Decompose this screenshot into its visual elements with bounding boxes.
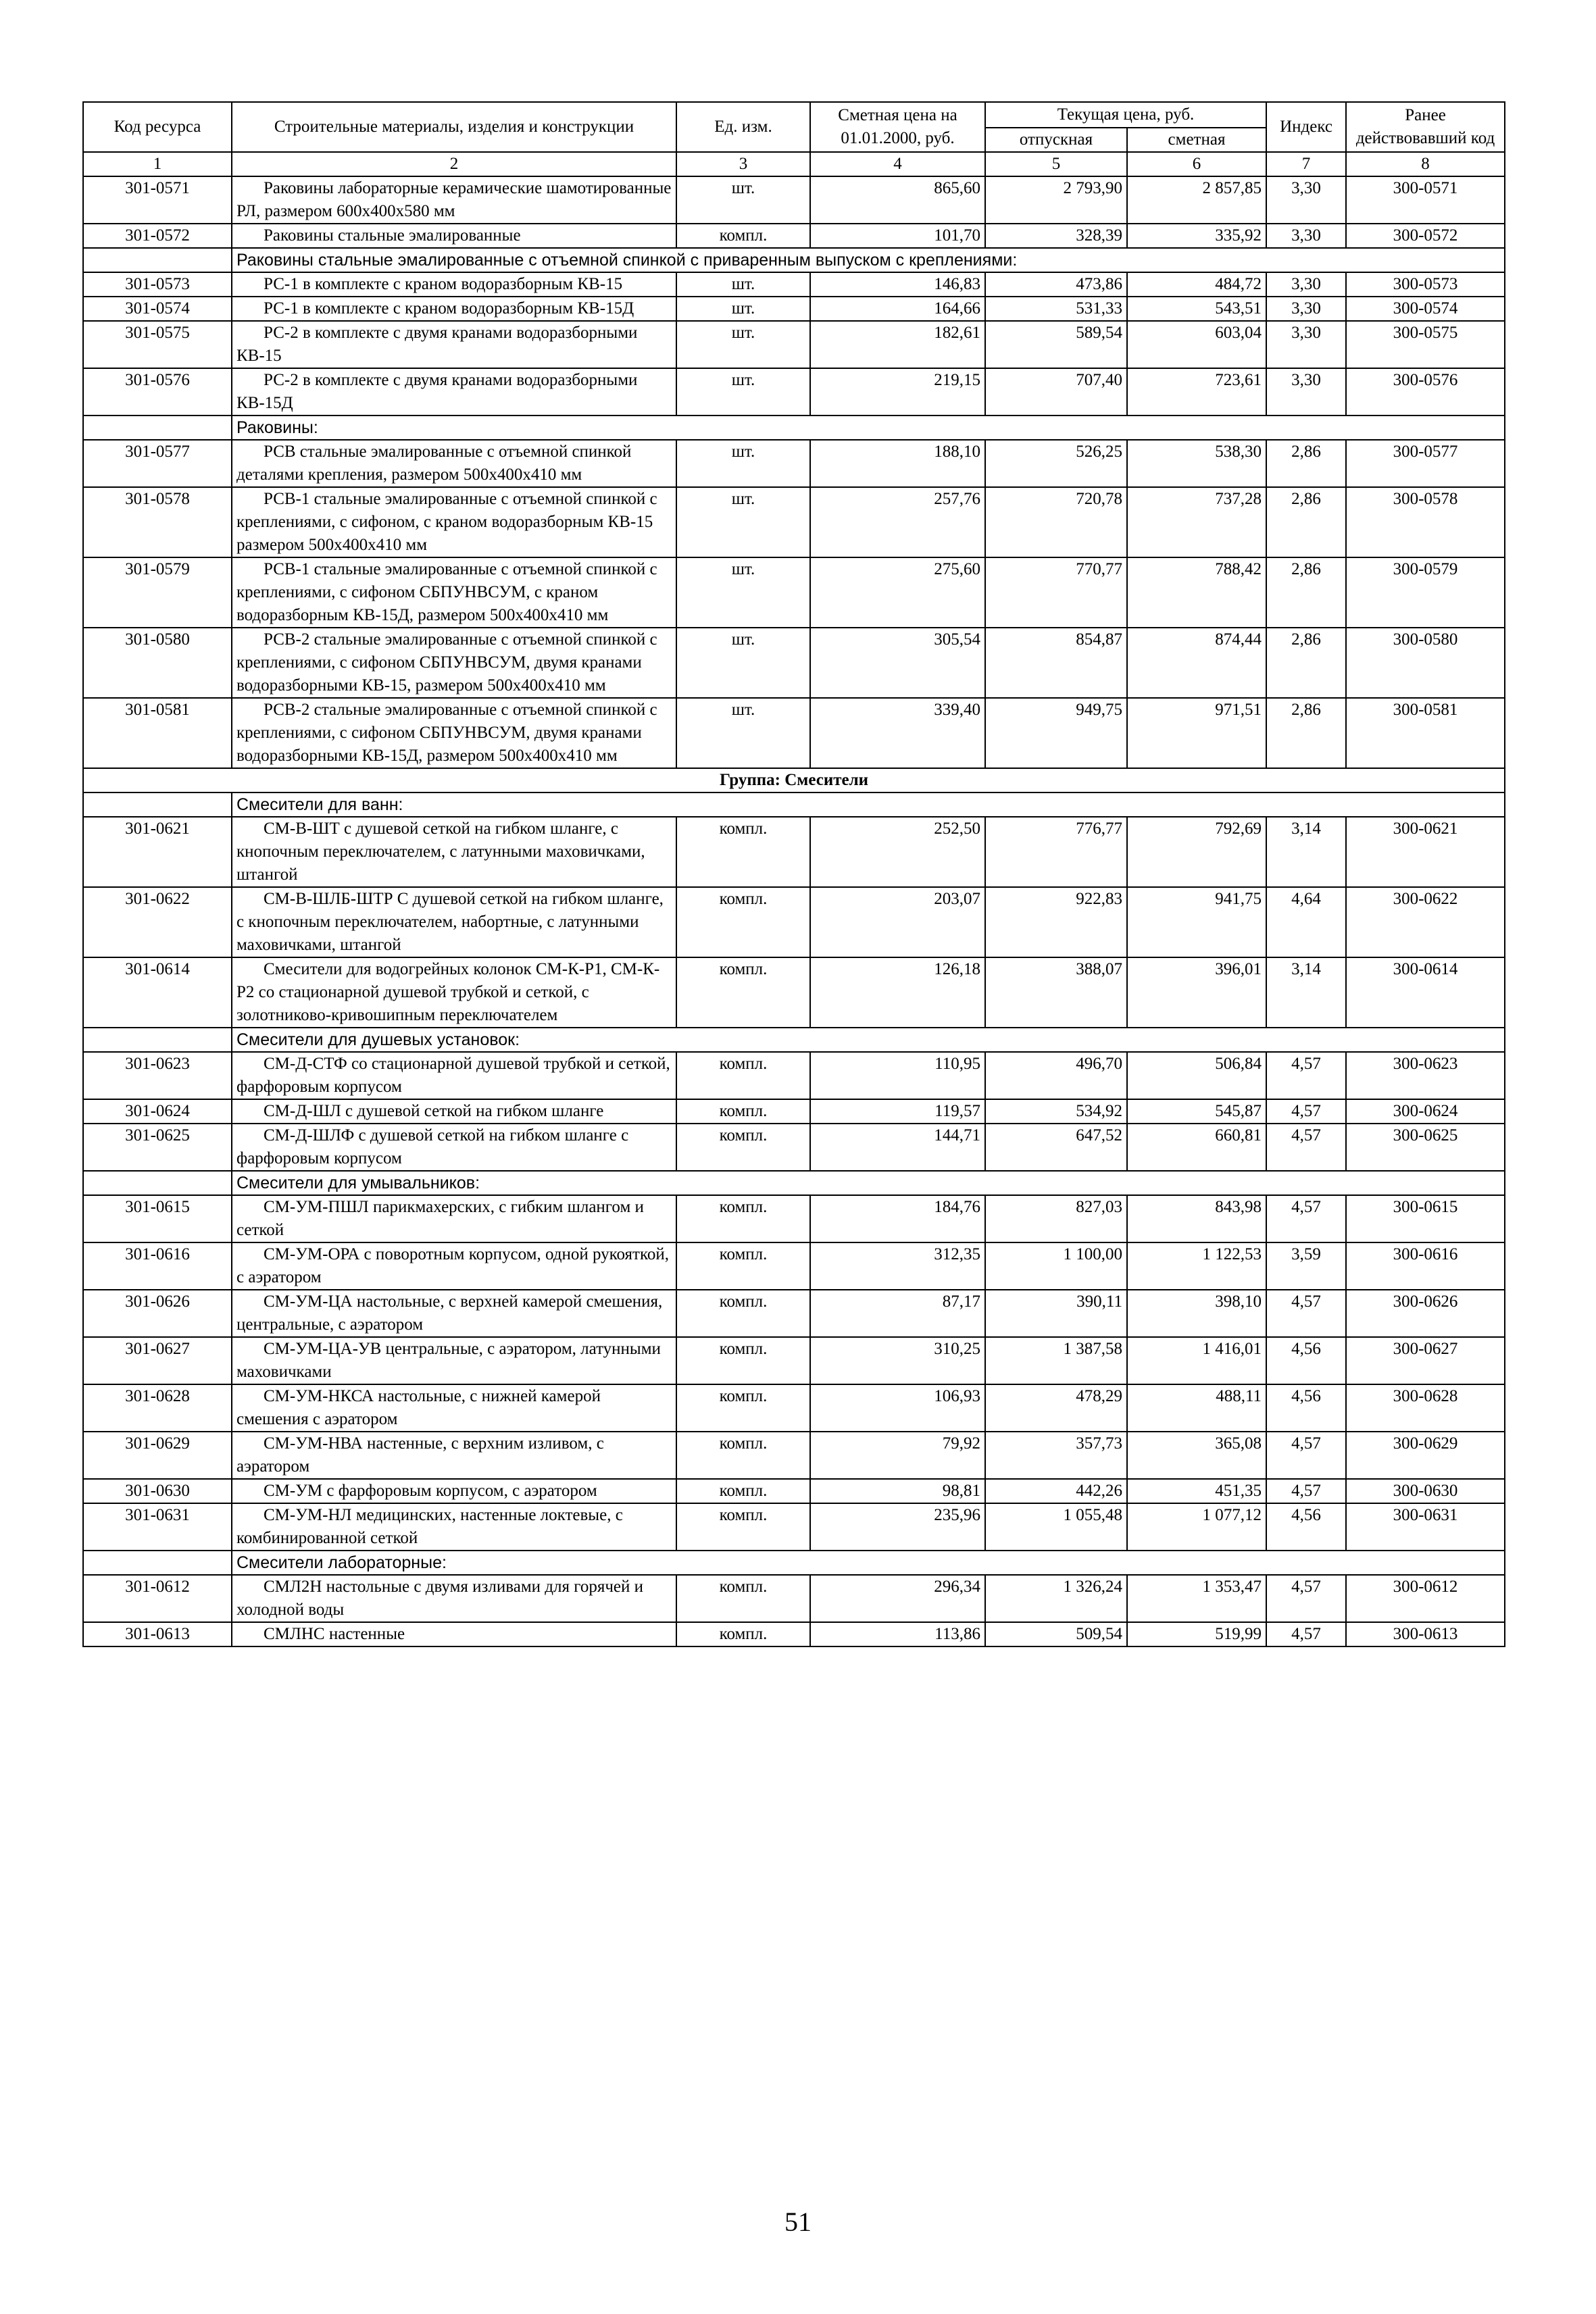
release-price: 647,52 bbox=[985, 1124, 1127, 1171]
table-row bbox=[83, 1503, 1505, 1551]
group-heading: Группа: Смесители bbox=[83, 768, 1505, 793]
section-row bbox=[83, 1028, 1505, 1052]
former-code: 300-0614 bbox=[1346, 957, 1505, 1028]
estimate-price-2000: 98,81 bbox=[810, 1479, 985, 1503]
resource-code: 301-0575 bbox=[83, 321, 232, 368]
section-row bbox=[83, 1171, 1505, 1195]
price-index: 3,14 bbox=[1266, 957, 1346, 1028]
release-price: 2 793,90 bbox=[985, 176, 1127, 224]
section-heading: Раковины: bbox=[232, 416, 1505, 440]
unit-of-measure: компл. bbox=[676, 224, 810, 248]
estimate-price-2000: 146,83 bbox=[810, 272, 985, 297]
header-unit: Ед. изм. bbox=[676, 102, 810, 152]
estimated-price: 792,69 bbox=[1127, 817, 1266, 887]
unit-of-measure: компл. bbox=[676, 1432, 810, 1479]
release-price: 707,40 bbox=[985, 368, 1127, 416]
column-number: 8 bbox=[1346, 152, 1505, 176]
resource-code: 301-0615 bbox=[83, 1195, 232, 1242]
estimate-price-2000: 296,34 bbox=[810, 1575, 985, 1622]
resource-code: 301-0574 bbox=[83, 297, 232, 321]
price-index: 3,14 bbox=[1266, 817, 1346, 887]
price-index: 4,57 bbox=[1266, 1099, 1346, 1124]
resource-code: 301-0616 bbox=[83, 1242, 232, 1290]
table-row bbox=[83, 487, 1505, 557]
material-name: СМ-Д-ШЛ с душевой сеткой на гибком шланге bbox=[232, 1099, 676, 1124]
former-code: 300-0575 bbox=[1346, 321, 1505, 368]
table-body bbox=[83, 176, 1505, 1646]
table-row bbox=[83, 1290, 1505, 1337]
release-price: 328,39 bbox=[985, 224, 1127, 248]
table-row bbox=[83, 817, 1505, 887]
material-name: СМ-УМ-ЦА-УВ центральные, с аэратором, латунными маховичками bbox=[232, 1337, 676, 1384]
unit-of-measure: компл. bbox=[676, 1052, 810, 1099]
former-code: 300-0630 bbox=[1346, 1479, 1505, 1503]
former-code: 300-0579 bbox=[1346, 557, 1505, 628]
resource-code: 301-0629 bbox=[83, 1432, 232, 1479]
table-row bbox=[83, 557, 1505, 628]
material-name: СМ-В-ШЛБ-ШТР С душевой сеткой на гибком шланге, с кнопочным переключателем, набортные, с латунными маховичками, штангой bbox=[232, 887, 676, 957]
resource-code: 301-0578 bbox=[83, 487, 232, 557]
table-row bbox=[83, 1479, 1505, 1503]
material-name: РС-2 в комплекте с двумя кранами водоразборными КВ-15Д bbox=[232, 368, 676, 416]
column-number: 3 bbox=[676, 152, 810, 176]
price-index: 4,56 bbox=[1266, 1503, 1346, 1551]
estimated-price: 538,30 bbox=[1127, 440, 1266, 487]
estimate-price-2000: 252,50 bbox=[810, 817, 985, 887]
price-index: 4,57 bbox=[1266, 1575, 1346, 1622]
estimated-price: 941,75 bbox=[1127, 887, 1266, 957]
section-heading: Смесители лабораторные: bbox=[232, 1551, 1505, 1575]
release-price: 949,75 bbox=[985, 698, 1127, 768]
section-spacer bbox=[83, 1551, 232, 1575]
material-name: СМЛ2Н настольные с двумя изливами для горячей и холодной воды bbox=[232, 1575, 676, 1622]
price-index: 4,57 bbox=[1266, 1124, 1346, 1171]
estimate-price-2000: 119,57 bbox=[810, 1099, 985, 1124]
material-name: РСВ-1 стальные эмалированные с отъемной спинкой с креплениями, с сифоном, с краном водоразборным КВ-15 размером 500х400х410 мм bbox=[232, 487, 676, 557]
table-row bbox=[83, 887, 1505, 957]
unit-of-measure: компл. bbox=[676, 887, 810, 957]
estimate-price-2000: 310,25 bbox=[810, 1337, 985, 1384]
table-row bbox=[83, 368, 1505, 416]
former-code: 300-0623 bbox=[1346, 1052, 1505, 1099]
section-heading: Смесители для душевых установок: bbox=[232, 1028, 1505, 1052]
estimated-price: 398,10 bbox=[1127, 1290, 1266, 1337]
table-row bbox=[83, 321, 1505, 368]
section-row bbox=[83, 793, 1505, 817]
resource-code: 301-0576 bbox=[83, 368, 232, 416]
unit-of-measure: шт. bbox=[676, 368, 810, 416]
table-row bbox=[83, 698, 1505, 768]
price-index: 3,30 bbox=[1266, 368, 1346, 416]
estimate-price-2000: 235,96 bbox=[810, 1503, 985, 1551]
unit-of-measure: компл. bbox=[676, 1479, 810, 1503]
estimated-price: 506,84 bbox=[1127, 1052, 1266, 1099]
unit-of-measure: компл. bbox=[676, 1575, 810, 1622]
former-code: 300-0577 bbox=[1346, 440, 1505, 487]
former-code: 300-0581 bbox=[1346, 698, 1505, 768]
unit-of-measure: компл. bbox=[676, 957, 810, 1028]
resource-code: 301-0580 bbox=[83, 628, 232, 698]
estimate-price-2000: 144,71 bbox=[810, 1124, 985, 1171]
release-price: 509,54 bbox=[985, 1622, 1127, 1646]
header-release-price: отпускная bbox=[985, 128, 1127, 152]
former-code: 300-0571 bbox=[1346, 176, 1505, 224]
material-name: СМ-УМ-ПШЛ парикмахерских, с гибким шлангом и сеткой bbox=[232, 1195, 676, 1242]
estimated-price: 2 857,85 bbox=[1127, 176, 1266, 224]
estimate-price-2000: 865,60 bbox=[810, 176, 985, 224]
former-code: 300-0574 bbox=[1346, 297, 1505, 321]
material-name: РС-1 в комплекте с краном водоразборным КВ-15 bbox=[232, 272, 676, 297]
release-price: 388,07 bbox=[985, 957, 1127, 1028]
estimate-price-2000: 113,86 bbox=[810, 1622, 985, 1646]
material-name: СМ-УМ-НВА настенные, с верхним изливом, с аэратором bbox=[232, 1432, 676, 1479]
former-code: 300-0621 bbox=[1346, 817, 1505, 887]
estimated-price: 843,98 bbox=[1127, 1195, 1266, 1242]
header-former-code: Ранее действовавший код bbox=[1346, 102, 1505, 152]
price-index: 4,57 bbox=[1266, 1290, 1346, 1337]
former-code: 300-0615 bbox=[1346, 1195, 1505, 1242]
header-estimate-price: Сметная цена на 01.01.2000, руб. bbox=[810, 102, 985, 152]
price-index: 4,57 bbox=[1266, 1479, 1346, 1503]
price-index: 4,57 bbox=[1266, 1432, 1346, 1479]
estimated-price: 335,92 bbox=[1127, 224, 1266, 248]
material-name: СМ-УМ с фарфоровым корпусом, с аэратором bbox=[232, 1479, 676, 1503]
estimate-price-2000: 79,92 bbox=[810, 1432, 985, 1479]
resource-code: 301-0579 bbox=[83, 557, 232, 628]
release-price: 854,87 bbox=[985, 628, 1127, 698]
price-index: 2,86 bbox=[1266, 557, 1346, 628]
section-spacer bbox=[83, 793, 232, 817]
estimate-price-2000: 106,93 bbox=[810, 1384, 985, 1432]
price-index: 4,57 bbox=[1266, 1052, 1346, 1099]
table-row bbox=[83, 1242, 1505, 1290]
unit-of-measure: компл. bbox=[676, 1099, 810, 1124]
former-code: 300-0572 bbox=[1346, 224, 1505, 248]
table-row bbox=[83, 1052, 1505, 1099]
resource-code: 301-0628 bbox=[83, 1384, 232, 1432]
former-code: 300-0626 bbox=[1346, 1290, 1505, 1337]
estimate-price-2000: 182,61 bbox=[810, 321, 985, 368]
table-row bbox=[83, 1099, 1505, 1124]
estimated-price: 365,08 bbox=[1127, 1432, 1266, 1479]
unit-of-measure: компл. bbox=[676, 817, 810, 887]
price-index: 2,86 bbox=[1266, 487, 1346, 557]
unit-of-measure: компл. bbox=[676, 1503, 810, 1551]
former-code: 300-0628 bbox=[1346, 1384, 1505, 1432]
price-index: 3,30 bbox=[1266, 297, 1346, 321]
resource-code: 301-0581 bbox=[83, 698, 232, 768]
estimate-price-2000: 339,40 bbox=[810, 698, 985, 768]
material-name: СМ-УМ-НЛ медицинских, настенные локтевые, с комбинированной сеткой bbox=[232, 1503, 676, 1551]
material-name: РС-2 в комплекте с двумя кранами водоразборными КВ-15 bbox=[232, 321, 676, 368]
estimate-price-2000: 257,76 bbox=[810, 487, 985, 557]
release-price: 478,29 bbox=[985, 1384, 1127, 1432]
unit-of-measure: шт. bbox=[676, 297, 810, 321]
estimated-price: 488,11 bbox=[1127, 1384, 1266, 1432]
release-price: 526,25 bbox=[985, 440, 1127, 487]
release-price: 776,77 bbox=[985, 817, 1127, 887]
resource-code: 301-0621 bbox=[83, 817, 232, 887]
estimated-price: 971,51 bbox=[1127, 698, 1266, 768]
release-price: 720,78 bbox=[985, 487, 1127, 557]
resource-code: 301-0624 bbox=[83, 1099, 232, 1124]
header-estimated-price: сметная bbox=[1127, 128, 1266, 152]
unit-of-measure: шт. bbox=[676, 272, 810, 297]
unit-of-measure: компл. bbox=[676, 1622, 810, 1646]
header-index: Индекс bbox=[1266, 102, 1346, 152]
estimate-price-2000: 164,66 bbox=[810, 297, 985, 321]
release-price: 1 326,24 bbox=[985, 1575, 1127, 1622]
table-row bbox=[83, 176, 1505, 224]
price-index: 4,56 bbox=[1266, 1384, 1346, 1432]
estimated-price: 519,99 bbox=[1127, 1622, 1266, 1646]
price-table bbox=[82, 101, 1505, 1647]
resource-code: 301-0627 bbox=[83, 1337, 232, 1384]
estimate-price-2000: 188,10 bbox=[810, 440, 985, 487]
estimated-price: 1 122,53 bbox=[1127, 1242, 1266, 1290]
resource-code: 301-0573 bbox=[83, 272, 232, 297]
estimated-price: 484,72 bbox=[1127, 272, 1266, 297]
table-row bbox=[83, 272, 1505, 297]
price-index: 3,30 bbox=[1266, 321, 1346, 368]
table-row bbox=[83, 957, 1505, 1028]
header-code: Код ресурса bbox=[83, 102, 232, 152]
material-name: РС-1 в комплекте с краном водоразборным КВ-15Д bbox=[232, 297, 676, 321]
release-price: 770,77 bbox=[985, 557, 1127, 628]
table-row bbox=[83, 1195, 1505, 1242]
release-price: 922,83 bbox=[985, 887, 1127, 957]
former-code: 300-0616 bbox=[1346, 1242, 1505, 1290]
release-price: 534,92 bbox=[985, 1099, 1127, 1124]
table-row bbox=[83, 1575, 1505, 1622]
section-spacer bbox=[83, 416, 232, 440]
table-row bbox=[83, 224, 1505, 248]
former-code: 300-0578 bbox=[1346, 487, 1505, 557]
column-number: 4 bbox=[810, 152, 985, 176]
estimated-price: 788,42 bbox=[1127, 557, 1266, 628]
table-row bbox=[83, 297, 1505, 321]
former-code: 300-0573 bbox=[1346, 272, 1505, 297]
price-index: 3,59 bbox=[1266, 1242, 1346, 1290]
material-name: СМ-УМ-НКСА настольные, с нижней камерой смешения с аэратором bbox=[232, 1384, 676, 1432]
estimated-price: 1 353,47 bbox=[1127, 1575, 1266, 1622]
estimate-price-2000: 126,18 bbox=[810, 957, 985, 1028]
former-code: 300-0576 bbox=[1346, 368, 1505, 416]
release-price: 1 055,48 bbox=[985, 1503, 1127, 1551]
section-row bbox=[83, 248, 1505, 272]
price-index: 3,30 bbox=[1266, 224, 1346, 248]
header-material: Строительные материалы, изделия и конструкции bbox=[232, 102, 676, 152]
material-name: СМЛНС настенные bbox=[232, 1622, 676, 1646]
release-price: 473,86 bbox=[985, 272, 1127, 297]
estimated-price: 545,87 bbox=[1127, 1099, 1266, 1124]
material-name: Раковины стальные эмалированные bbox=[232, 224, 676, 248]
release-price: 531,33 bbox=[985, 297, 1127, 321]
price-index: 4,64 bbox=[1266, 887, 1346, 957]
release-price: 496,70 bbox=[985, 1052, 1127, 1099]
former-code: 300-0627 bbox=[1346, 1337, 1505, 1384]
price-index: 4,56 bbox=[1266, 1337, 1346, 1384]
resource-code: 301-0577 bbox=[83, 440, 232, 487]
section-spacer bbox=[83, 1171, 232, 1195]
material-name: Раковины лабораторные керамические шамотированные РЛ, размером 600х400х580 мм bbox=[232, 176, 676, 224]
release-price: 1 100,00 bbox=[985, 1242, 1127, 1290]
table-row bbox=[83, 1432, 1505, 1479]
unit-of-measure: компл. bbox=[676, 1337, 810, 1384]
unit-of-measure: шт. bbox=[676, 176, 810, 224]
estimated-price: 396,01 bbox=[1127, 957, 1266, 1028]
section-heading: Раковины стальные эмалированные с отъемной спинкой с приваренным выпуском с креплениями: bbox=[232, 248, 1505, 272]
release-price: 357,73 bbox=[985, 1432, 1127, 1479]
former-code: 300-0631 bbox=[1346, 1503, 1505, 1551]
resource-code: 301-0626 bbox=[83, 1290, 232, 1337]
material-name: СМ-УМ-ОРА с поворотным корпусом, одной рукояткой, с аэратором bbox=[232, 1242, 676, 1290]
material-name: СМ-Д-ШЛФ с душевой сеткой на гибком шланге с фарфоровым корпусом bbox=[232, 1124, 676, 1171]
table-row bbox=[83, 1337, 1505, 1384]
unit-of-measure: шт. bbox=[676, 321, 810, 368]
release-price: 442,26 bbox=[985, 1479, 1127, 1503]
estimate-price-2000: 101,70 bbox=[810, 224, 985, 248]
material-name: Смесители для водогрейных колонок СМ-К-Р1, СМ-К-Р2 со стационарной душевой трубкой и сеткой, с золотниково-кривошипным переключателем bbox=[232, 957, 676, 1028]
column-number: 1 bbox=[83, 152, 232, 176]
estimated-price: 723,61 bbox=[1127, 368, 1266, 416]
section-heading: Смесители для умывальников: bbox=[232, 1171, 1505, 1195]
release-price: 589,54 bbox=[985, 321, 1127, 368]
unit-of-measure: шт. bbox=[676, 440, 810, 487]
table-row bbox=[83, 628, 1505, 698]
estimated-price: 543,51 bbox=[1127, 297, 1266, 321]
unit-of-measure: шт. bbox=[676, 487, 810, 557]
unit-of-measure: шт. bbox=[676, 557, 810, 628]
header-current-price: Текущая цена, руб. bbox=[985, 102, 1266, 128]
estimated-price: 874,44 bbox=[1127, 628, 1266, 698]
table-row bbox=[83, 1124, 1505, 1171]
estimated-price: 451,35 bbox=[1127, 1479, 1266, 1503]
unit-of-measure: шт. bbox=[676, 628, 810, 698]
resource-code: 301-0630 bbox=[83, 1479, 232, 1503]
section-heading: Смесители для ванн: bbox=[232, 793, 1505, 817]
table-row bbox=[83, 1384, 1505, 1432]
unit-of-measure: компл. bbox=[676, 1290, 810, 1337]
price-index: 2,86 bbox=[1266, 440, 1346, 487]
release-price: 390,11 bbox=[985, 1290, 1127, 1337]
column-number: 6 bbox=[1127, 152, 1266, 176]
material-name: РСВ стальные эмалированные с отъемной спинкой деталями крепления, размером 500х400х410 мм bbox=[232, 440, 676, 487]
estimated-price: 660,81 bbox=[1127, 1124, 1266, 1171]
unit-of-measure: компл. bbox=[676, 1384, 810, 1432]
material-name: РСВ-1 стальные эмалированные с отъемной спинкой с креплениями, с сифоном СБПУНВСУМ, с краном водоразборным КВ-15Д, размером 500х400х410 мм bbox=[232, 557, 676, 628]
estimated-price: 1 416,01 bbox=[1127, 1337, 1266, 1384]
section-row bbox=[83, 1551, 1505, 1575]
material-name: РСВ-2 стальные эмалированные с отъемной спинкой с креплениями, с сифоном СБПУНВСУМ, двумя кранами водоразборными КВ-15Д, размером 500х400х410 мм bbox=[232, 698, 676, 768]
estimated-price: 737,28 bbox=[1127, 487, 1266, 557]
resource-code: 301-0623 bbox=[83, 1052, 232, 1099]
table-row bbox=[83, 1622, 1505, 1646]
section-row bbox=[83, 416, 1505, 440]
resource-code: 301-0614 bbox=[83, 957, 232, 1028]
price-index: 3,30 bbox=[1266, 176, 1346, 224]
former-code: 300-0580 bbox=[1346, 628, 1505, 698]
resource-code: 301-0613 bbox=[83, 1622, 232, 1646]
material-name: РСВ-2 стальные эмалированные с отъемной спинкой с креплениями, с сифоном СБПУНВСУМ, двумя кранами водоразборными КВ-15, размером 500х400х410 мм bbox=[232, 628, 676, 698]
former-code: 300-0612 bbox=[1346, 1575, 1505, 1622]
resource-code: 301-0572 bbox=[83, 224, 232, 248]
group-row bbox=[83, 768, 1505, 793]
section-spacer bbox=[83, 248, 232, 272]
column-number: 5 bbox=[985, 152, 1127, 176]
price-index: 4,57 bbox=[1266, 1195, 1346, 1242]
former-code: 300-0629 bbox=[1346, 1432, 1505, 1479]
estimate-price-2000: 184,76 bbox=[810, 1195, 985, 1242]
column-number: 2 bbox=[232, 152, 676, 176]
resource-code: 301-0631 bbox=[83, 1503, 232, 1551]
estimate-price-2000: 87,17 bbox=[810, 1290, 985, 1337]
former-code: 300-0625 bbox=[1346, 1124, 1505, 1171]
resource-code: 301-0625 bbox=[83, 1124, 232, 1171]
price-index: 2,86 bbox=[1266, 628, 1346, 698]
estimate-price-2000: 219,15 bbox=[810, 368, 985, 416]
estimated-price: 1 077,12 bbox=[1127, 1503, 1266, 1551]
former-code: 300-0624 bbox=[1346, 1099, 1505, 1124]
former-code: 300-0622 bbox=[1346, 887, 1505, 957]
estimate-price-2000: 305,54 bbox=[810, 628, 985, 698]
estimate-price-2000: 203,07 bbox=[810, 887, 985, 957]
unit-of-measure: компл. bbox=[676, 1242, 810, 1290]
column-number: 7 bbox=[1266, 152, 1346, 176]
estimate-price-2000: 110,95 bbox=[810, 1052, 985, 1099]
estimate-price-2000: 275,60 bbox=[810, 557, 985, 628]
unit-of-measure: компл. bbox=[676, 1124, 810, 1171]
resource-code: 301-0612 bbox=[83, 1575, 232, 1622]
price-index: 4,57 bbox=[1266, 1622, 1346, 1646]
table-row bbox=[83, 440, 1505, 487]
unit-of-measure: шт. bbox=[676, 698, 810, 768]
release-price: 1 387,58 bbox=[985, 1337, 1127, 1384]
unit-of-measure: компл. bbox=[676, 1195, 810, 1242]
release-price: 827,03 bbox=[985, 1195, 1127, 1242]
estimated-price: 603,04 bbox=[1127, 321, 1266, 368]
resource-code: 301-0622 bbox=[83, 887, 232, 957]
price-index: 2,86 bbox=[1266, 698, 1346, 768]
price-index: 3,30 bbox=[1266, 272, 1346, 297]
section-spacer bbox=[83, 1028, 232, 1052]
former-code: 300-0613 bbox=[1346, 1622, 1505, 1646]
material-name: СМ-В-ШТ с душевой сеткой на гибком шланге, с кнопочным переключателем, с латунными маховичками, штангой bbox=[232, 817, 676, 887]
material-name: СМ-УМ-ЦА настольные, с верхней камерой смешения, центральные, с аэратором bbox=[232, 1290, 676, 1337]
resource-code: 301-0571 bbox=[83, 176, 232, 224]
material-name: СМ-Д-СТФ со стационарной душевой трубкой и сеткой, фарфоровым корпусом bbox=[232, 1052, 676, 1099]
page-number: 51 bbox=[784, 2207, 812, 2237]
estimate-price-2000: 312,35 bbox=[810, 1242, 985, 1290]
